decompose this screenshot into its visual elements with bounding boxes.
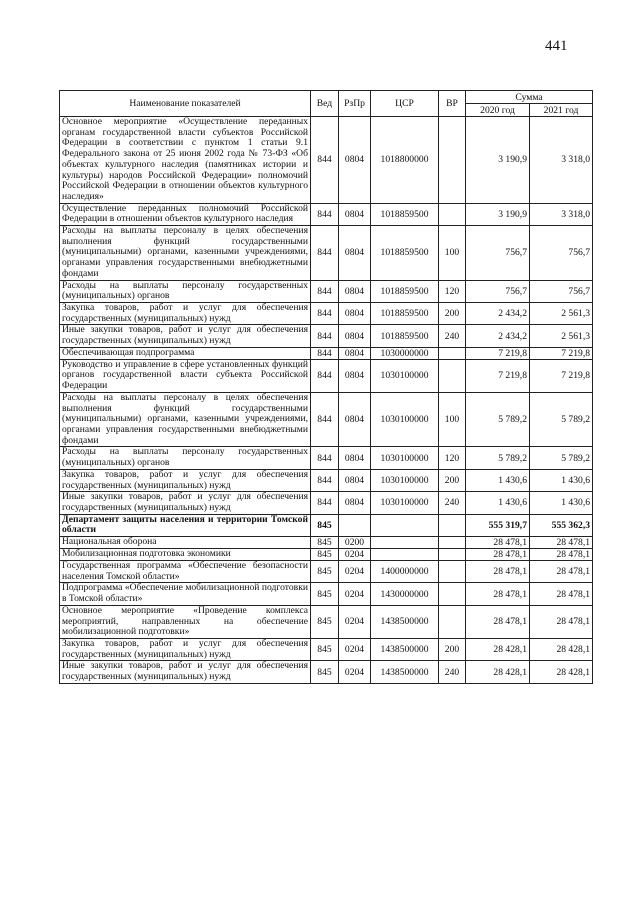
cell-ved: 844 (311, 302, 339, 324)
cell-rzpr: 0804 (339, 492, 371, 514)
header-name: Наименование показателей (60, 91, 311, 117)
cell-rzpr: 0804 (339, 325, 371, 347)
cell-2020: 1 430,6 (466, 469, 530, 491)
cell-ved: 844 (311, 469, 339, 491)
cell-2021: 1 430,6 (530, 469, 593, 491)
cell-name: Иные закупки товаров, работ и услуг для обеспечения государственных (муниципальных) нужд (60, 325, 311, 347)
cell-rzpr: 0204 (339, 549, 371, 561)
table-row (60, 469, 593, 491)
cell-vr (439, 203, 466, 225)
cell-csr: 1438500000 (371, 638, 439, 660)
cell-vr: 200 (439, 302, 466, 324)
table-body (60, 117, 593, 684)
cell-name: Иные закупки товаров, работ и услуг для обеспечения государственных (муниципальных) нужд (60, 492, 311, 514)
cell-csr: 1400000000 (371, 561, 439, 583)
cell-name: Расходы на выплаты персоналу в целях обеспечения выполнения функций государственными (муниципальными) органами, казенными учреждениями, органами управления государственными внебюджетными фондами (60, 392, 311, 447)
cell-2021: 3 318,0 (530, 203, 593, 225)
cell-ved: 844 (311, 447, 339, 469)
cell-csr: 1030100000 (371, 492, 439, 514)
cell-2021: 28 478,1 (530, 583, 593, 605)
cell-2020: 3 190,9 (466, 117, 530, 204)
cell-name: Иные закупки товаров, работ и услуг для обеспечения государственных (муниципальных) нужд (60, 661, 311, 683)
header-csr: ЦСР (371, 91, 439, 117)
cell-2020: 555 319,7 (466, 514, 530, 536)
cell-csr: 1018859500 (371, 203, 439, 225)
cell-csr: 1018859500 (371, 325, 439, 347)
cell-csr: 1030100000 (371, 392, 439, 447)
cell-2021: 28 428,1 (530, 638, 593, 660)
cell-2021: 3 318,0 (530, 117, 593, 204)
cell-vr: 240 (439, 492, 466, 514)
cell-csr: 1030000000 (371, 347, 439, 359)
table-row (60, 605, 593, 638)
cell-rzpr: 0804 (339, 302, 371, 324)
cell-csr: 1018859500 (371, 226, 439, 281)
cell-ved: 844 (311, 347, 339, 359)
table-row (60, 392, 593, 447)
cell-csr: 1030100000 (371, 447, 439, 469)
cell-2020: 28 478,1 (466, 561, 530, 583)
page-number: 441 (545, 38, 568, 54)
cell-2021: 28 478,1 (530, 561, 593, 583)
cell-2020: 7 219,8 (466, 347, 530, 359)
cell-ved: 845 (311, 537, 339, 549)
cell-ved: 845 (311, 605, 339, 638)
cell-vr (439, 549, 466, 561)
cell-2021: 555 362,3 (530, 514, 593, 536)
cell-2020: 7 219,8 (466, 359, 530, 392)
header-sum: Сумма (466, 91, 593, 104)
cell-name: Основное мероприятие «Осуществление переданных органам государственной власти субъектов Российской Федерации в соответствии с пунктом 1 статьи 9.1 Федерального закона от 25 июня 2002 года № 73-ФЗ «Об объектах культурного наследия (памятниках истории и культуры) народов Российской Федерации» полномочий Российской Федерации в отношении объектов культурного наследия» (60, 117, 311, 204)
cell-2021: 7 219,8 (530, 359, 593, 392)
cell-rzpr: 0204 (339, 583, 371, 605)
cell-2020: 28 478,1 (466, 537, 530, 549)
cell-2021: 756,7 (530, 280, 593, 302)
cell-ved: 844 (311, 117, 339, 204)
cell-2021: 28 478,1 (530, 549, 593, 561)
cell-2020: 2 434,2 (466, 302, 530, 324)
cell-rzpr (339, 514, 371, 536)
cell-csr: 1030100000 (371, 359, 439, 392)
cell-rzpr: 0204 (339, 661, 371, 683)
cell-vr (439, 605, 466, 638)
header-ved: Вед (311, 91, 339, 117)
cell-2020: 3 190,9 (466, 203, 530, 225)
cell-2021: 28 478,1 (530, 537, 593, 549)
cell-csr (371, 537, 439, 549)
table-row (60, 537, 593, 549)
cell-ved: 844 (311, 492, 339, 514)
table-row (60, 561, 593, 583)
cell-name: Руководство и управление в сфере установленных функций органов государственной власти субъекта Российской Федерации (60, 359, 311, 392)
table-header (60, 91, 593, 117)
cell-rzpr: 0804 (339, 447, 371, 469)
cell-vr (439, 537, 466, 549)
cell-rzpr: 0804 (339, 280, 371, 302)
cell-name: Национальная оборона (60, 537, 311, 549)
header-vr: ВР (439, 91, 466, 117)
cell-2021: 5 789,2 (530, 447, 593, 469)
cell-ved: 844 (311, 280, 339, 302)
cell-2020: 5 789,2 (466, 447, 530, 469)
cell-csr: 1430000000 (371, 583, 439, 605)
table-row (60, 661, 593, 683)
cell-csr: 1030100000 (371, 469, 439, 491)
cell-ved: 844 (311, 226, 339, 281)
cell-name: Основное мероприятие «Проведение комплекса мероприятий, направленных на обеспечение мобилизационной подготовки» (60, 605, 311, 638)
budget-table (59, 90, 593, 684)
cell-vr (439, 561, 466, 583)
cell-2021: 28 478,1 (530, 605, 593, 638)
cell-ved: 844 (311, 325, 339, 347)
table-row (60, 203, 593, 225)
table-row (60, 514, 593, 536)
cell-2021: 7 219,8 (530, 347, 593, 359)
cell-2021: 2 561,3 (530, 325, 593, 347)
cell-name: Расходы на выплаты персоналу государственных (муниципальных) органов (60, 447, 311, 469)
table-row (60, 325, 593, 347)
table-row (60, 302, 593, 324)
table-row (60, 347, 593, 359)
cell-ved: 845 (311, 638, 339, 660)
cell-csr: 1018800000 (371, 117, 439, 204)
cell-2020: 28 428,1 (466, 638, 530, 660)
cell-2020: 756,7 (466, 226, 530, 281)
cell-rzpr: 0200 (339, 537, 371, 549)
cell-vr: 240 (439, 661, 466, 683)
cell-csr (371, 514, 439, 536)
table-row (60, 583, 593, 605)
cell-2020: 28 478,1 (466, 549, 530, 561)
table-row (60, 117, 593, 204)
cell-name: Осуществление переданных полномочий Российской Федерации в отношении объектов культурного наследия (60, 203, 311, 225)
cell-2020: 756,7 (466, 280, 530, 302)
cell-name: Закупка товаров, работ и услуг для обеспечения государственных (муниципальных) нужд (60, 302, 311, 324)
cell-rzpr: 0804 (339, 359, 371, 392)
cell-2020: 1 430,6 (466, 492, 530, 514)
cell-2020: 28 478,1 (466, 583, 530, 605)
cell-2020: 28 478,1 (466, 605, 530, 638)
cell-vr (439, 359, 466, 392)
table-row (60, 226, 593, 281)
cell-vr: 100 (439, 226, 466, 281)
cell-vr: 200 (439, 638, 466, 660)
cell-ved: 844 (311, 392, 339, 447)
cell-vr: 240 (439, 325, 466, 347)
cell-ved: 845 (311, 549, 339, 561)
cell-name: Расходы на выплаты персоналу в целях обеспечения выполнения функций государственными (муниципальными) органами, казенными учреждениями, органами управления государственными внебюджетными фондами (60, 226, 311, 281)
table-row (60, 280, 593, 302)
cell-2021: 5 789,2 (530, 392, 593, 447)
cell-rzpr: 0804 (339, 347, 371, 359)
cell-ved: 845 (311, 561, 339, 583)
cell-name: Мобилизационная подготовка экономики (60, 549, 311, 561)
table-row (60, 492, 593, 514)
cell-ved: 845 (311, 583, 339, 605)
cell-vr: 200 (439, 469, 466, 491)
header-rzpr: РзПр (339, 91, 371, 117)
table-row (60, 638, 593, 660)
cell-2021: 756,7 (530, 226, 593, 281)
cell-rzpr: 0204 (339, 638, 371, 660)
cell-2020: 28 428,1 (466, 661, 530, 683)
cell-rzpr: 0804 (339, 469, 371, 491)
cell-ved: 845 (311, 514, 339, 536)
cell-csr (371, 549, 439, 561)
cell-rzpr: 0204 (339, 561, 371, 583)
cell-vr (439, 514, 466, 536)
cell-rzpr: 0804 (339, 117, 371, 204)
cell-name: Расходы на выплаты персоналу государственных (муниципальных) органов (60, 280, 311, 302)
cell-rzpr: 0204 (339, 605, 371, 638)
cell-rzpr: 0804 (339, 392, 371, 447)
cell-csr: 1438500000 (371, 661, 439, 683)
cell-2021: 28 428,1 (530, 661, 593, 683)
cell-2020: 2 434,2 (466, 325, 530, 347)
cell-vr: 100 (439, 392, 466, 447)
table-row (60, 359, 593, 392)
cell-csr: 1018859500 (371, 280, 439, 302)
cell-ved: 844 (311, 203, 339, 225)
header-year-2021: 2021 год (530, 104, 593, 117)
cell-name: Закупка товаров, работ и услуг для обеспечения государственных (муниципальных) нужд (60, 469, 311, 491)
cell-vr (439, 117, 466, 204)
cell-csr: 1438500000 (371, 605, 439, 638)
cell-ved: 844 (311, 359, 339, 392)
cell-2021: 1 430,6 (530, 492, 593, 514)
table-row (60, 549, 593, 561)
cell-rzpr: 0804 (339, 203, 371, 225)
cell-ved: 845 (311, 661, 339, 683)
cell-name: Департамент защиты населения и территории Томской области (60, 514, 311, 536)
cell-vr: 120 (439, 280, 466, 302)
cell-2021: 2 561,3 (530, 302, 593, 324)
cell-vr (439, 583, 466, 605)
cell-vr (439, 347, 466, 359)
header-year-2020: 2020 год (466, 104, 530, 117)
cell-name: Закупка товаров, работ и услуг для обеспечения государственных (муниципальных) нужд (60, 638, 311, 660)
table-row (60, 447, 593, 469)
cell-name: Государственная программа «Обеспечение безопасности населения Томской области» (60, 561, 311, 583)
cell-name: Подпрограмма «Обеспечение мобилизационной подготовки в Томской области» (60, 583, 311, 605)
cell-2020: 5 789,2 (466, 392, 530, 447)
cell-vr: 120 (439, 447, 466, 469)
cell-csr: 1018859500 (371, 302, 439, 324)
cell-rzpr: 0804 (339, 226, 371, 281)
cell-name: Обеспечивающая подпрограмма (60, 347, 311, 359)
